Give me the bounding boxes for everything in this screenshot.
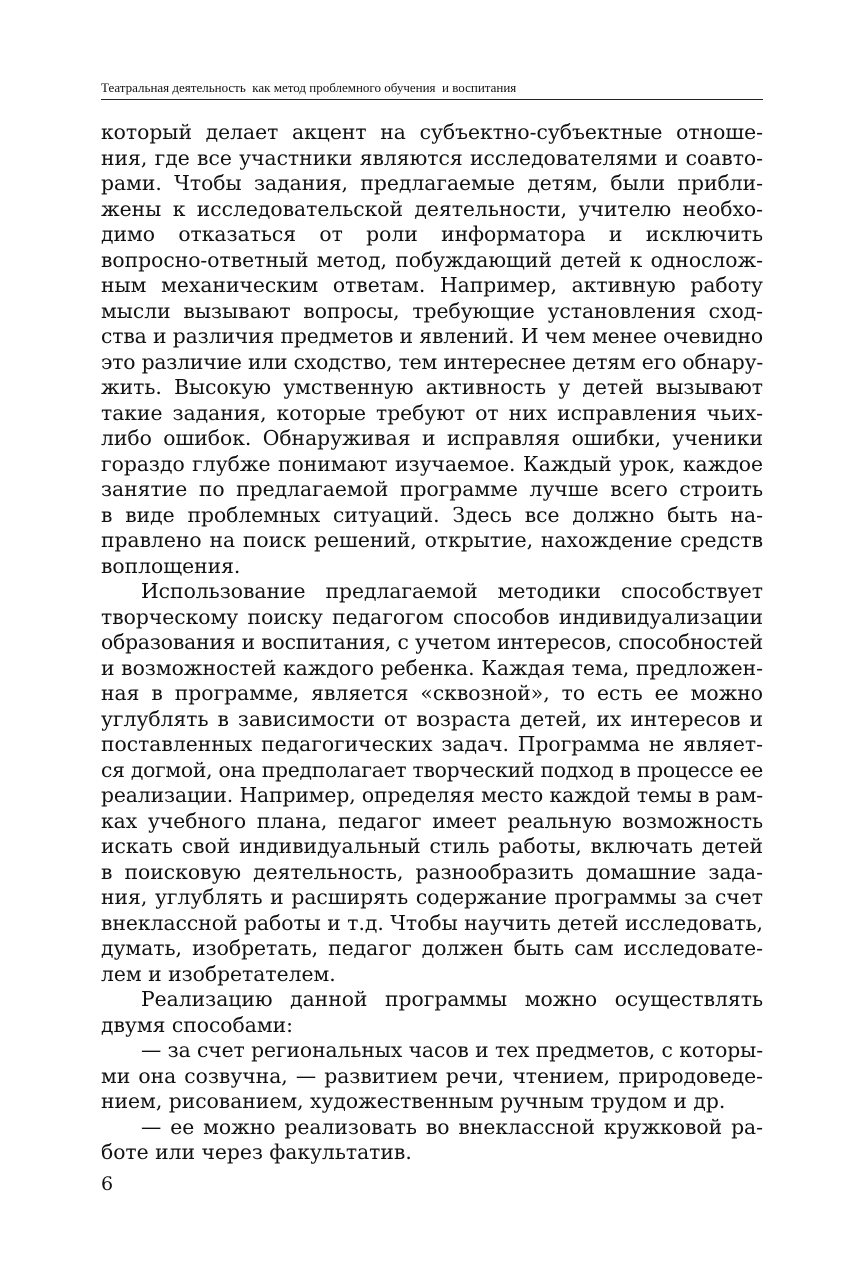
text-line: и возможностей каждого ребенка. Каждая тема, предложен- [101,655,763,680]
paragraph [101,987,763,1038]
text-line: двумя способами: [101,1012,293,1037]
paragraph [101,120,763,579]
running-head: Театральная деятельность как метод проблемного обучения и воспитания [101,80,517,95]
text-line: который делает акцент на субъектно-субъектные отноше- [101,120,763,144]
text-line: ная в программе, является «сквозной», то есть ее можно [101,681,763,705]
text-line: правлено на поиск решений, открытие, нахождение средств [101,528,763,552]
text-line: думать, изобретать, педагог должен быть сам исследовате- [101,936,763,960]
text-line: рами. Чтобы задания, предлагаемые детям, были прибли- [101,171,763,195]
text-line: искать свой индивидуальный стиль работы, включать детей [101,834,763,858]
text-line: внеклассной работы и т.д. Чтобы научить детей исследовать, [101,910,763,935]
text-line: такие задания, которые требуют от них исправления чьих- [101,400,763,425]
text-line: углублять в зависимости от возраста детей, их интересов и [101,706,763,731]
text-line: лем и изобретателем. [101,961,336,986]
text-line: ся догмой, она предполагает творческий подход в процессе ее [101,757,763,782]
list-item [101,1115,763,1166]
text-line: либо ошибок. Обнаруживая и исправляя ошибки, ученики [101,426,763,450]
text-line: Использование предлагаемой методики способствует [141,579,763,603]
text-line: ным механическим ответам. Например, активную работу [101,273,763,297]
text-line: димо отказаться от роли информатора и исключить [101,222,763,246]
text-line: жены к исследовательской деятельности, учителю необхо- [101,196,763,221]
text-line: ния, углублять и расширять содержание программы за счет [101,885,763,909]
text-line: в виде проблемных ситуаций. Здесь все должно быть на- [101,502,763,527]
text-line: это различие или сходство, тем интереснее детям его обнару- [101,349,764,374]
text-line: ках учебного плана, педагог имеет реальную возможность [101,808,763,833]
text-line: нием, рисованием, художественным ручным трудом и др. [101,1089,726,1113]
text-line: творческому поиску педагогом способов индивидуализации [101,604,763,629]
text-line: жить. Высокую умственную активность у детей вызывают [101,375,763,399]
text-line: реализации. Например, определяя место каждой темы в рам- [101,783,763,807]
header-rule [101,99,763,100]
text-line: образования и воспитания, с учетом интересов, способностей [101,630,763,654]
page-number: 6 [101,1173,114,1195]
text-line: мысли вызывают вопросы, требующие установления сход- [101,298,763,323]
text-line: воплощения. [101,553,241,578]
text-line: ми она созвучна, — развитием речи, чтением, природоведе- [101,1063,763,1088]
text-line: ства и различия предметов и явлений. И чем менее очевидно [101,324,763,348]
text-line: гораздо глубже понимают изучаемое. Каждый урок, каждое [101,451,763,476]
body-text [101,120,763,1166]
text-line: занятие по предлагаемой программе лучше всего строить [101,477,763,501]
text-line: поставленных педагогических задач. Программа не являет- [101,732,763,756]
text-line: — ее можно реализовать во внеклассной кружковой ра- [141,1114,763,1139]
text-line: Реализацию данной программы можно осуществлять [141,987,763,1011]
text-line: — за счет региональных часов и тех предметов, с которы- [141,1038,764,1062]
list-item [101,1038,763,1115]
text-line: в поисковую деятельность, разнообразить домашние зада- [101,859,763,884]
text-line: ния, где все участники являются исследователями и соавто- [101,145,763,170]
text-line: вопросно-ответный метод, побуждающий детей к однослож- [101,247,763,272]
paragraph [101,579,763,987]
text-line: боте или через факультатив. [101,1140,412,1164]
